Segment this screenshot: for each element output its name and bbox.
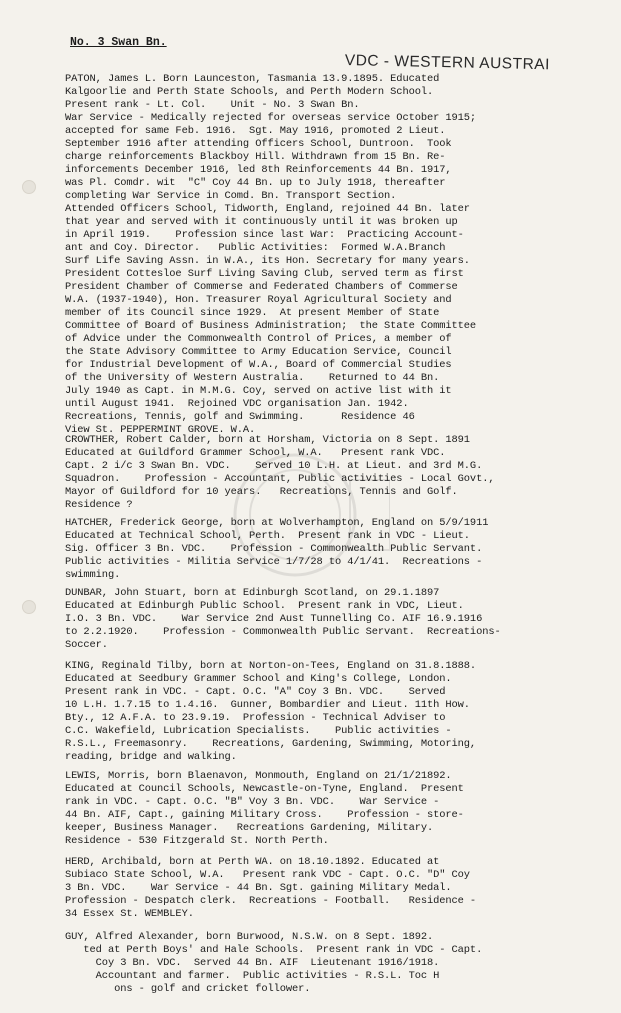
entry-line: member of its Council since 1929. At present Member of State [65, 307, 440, 319]
entry-line: swimming. [65, 569, 121, 581]
entry-line: 3 Bn. VDC. War Service - 44 Bn. Sgt. gaining Military Medal. [65, 882, 452, 894]
entry-line: ons - golf and cricket follower. [65, 983, 311, 995]
entry-line: HATCHER, Frederick George, born at Wolverhampton, England on 5/9/1911 [65, 517, 489, 529]
entry-line: was Pl. Comdr. wit "C" Coy 44 Bn. up to July 1918, thereafter [65, 177, 446, 189]
page-heading: No. 3 Swan Bn. [70, 36, 167, 49]
entry-line: Recreations, Tennis, golf and Swimming. Residence 46 [65, 411, 415, 423]
entry-line: Committee of Board of Business Administration; the State Committee [65, 320, 477, 332]
entry-line: Attended Officers School, Tidworth, England, rejoined 44 Bn. later [65, 203, 470, 215]
entry-line: I.O. 3 Bn. VDC. War Service 2nd Aust Tunnelling Co. AIF 16.9.1916 [65, 613, 483, 625]
entry-line: 44 Bn. AIF, Capt., gaining Military Cross. Profession - store- [65, 809, 464, 821]
entry-line: Bty., 12 A.F.A. to 23.9.19. Profession - Technical Adviser to [65, 712, 446, 724]
entry-line: of the University of Western Australia. Returned to 44 Bn. [65, 372, 440, 384]
entry-line: HERD, Archibald, born at Perth WA. on 18.10.1892. Educated at [65, 856, 440, 868]
entry-line: July 1940 as Capt. in M.M.G. Coy, served on active list with it [65, 385, 452, 397]
entry-line: in April 1919. Profession since last War: Practicing Account- [65, 229, 464, 241]
entry-line: GUY, Alfred Alexander, born Burwood, N.S.W. on 8 Sept. 1892. [65, 931, 434, 943]
entry-line: President Cottesloe Surf Living Saving Club, served term as first [65, 268, 464, 280]
entry-line: Educated at Council Schools, Newcastle-on-Tyne, England. Present [65, 783, 464, 795]
entry-line: Surf Life Saving Assn. in W.A., its Hon. Secretary for many years. [65, 255, 470, 267]
entry-line: until August 1941. Rejoined VDC organisation Jan. 1942. [65, 398, 409, 410]
entry-line: President Chamber of Commerse and Federated Chambers of Commerse [65, 281, 458, 293]
entry-line: Mayor of Guildford for 10 years. Recreations, Tennis and Golf. [65, 486, 458, 498]
entry-line: PATON, James L. Born Launceston, Tasmania 13.9.1895. Educated [65, 73, 440, 85]
entry-dunbar [65, 587, 613, 652]
entry-line: Subiaco State School, W.A. Present rank VDC - Capt. O.C. "D" Coy [65, 869, 470, 881]
entry-line: Residence ? [65, 499, 133, 511]
entry-line: Educated at Edinburgh Public School. Present rank in VDC, Lieut. [65, 600, 464, 612]
entry-line: for Industrial Development of W.A., Board of Commercial Studies [65, 359, 452, 371]
entry-line: R.S.L., Freemasonry. Recreations, Gardening, Swimming, Motoring, [65, 738, 477, 750]
entry-line: Present rank in VDC. - Capt. O.C. "A" Coy 3 Bn. VDC. Served [65, 686, 446, 698]
punch-hole [22, 180, 36, 194]
entry-line: Educated at Technical School, Perth. Present rank in VDC - Lieut. [65, 530, 470, 542]
entry-line: ant and Coy. Director. Public Activities: Formed W.A.Branch [65, 242, 446, 254]
entry-line: accepted for same Feb. 1916. Sgt. May 1916, promoted 2 Lieut. [65, 125, 446, 137]
entry-line: Educated at Guildford Grammer School, W.A. Present rank VDC. [65, 447, 446, 459]
archive-stamp: VDC - WESTERN AUSTRAI [344, 52, 551, 74]
entry-guy [65, 931, 613, 996]
entry-line: Soccer. [65, 639, 108, 651]
entry-paton [65, 73, 613, 437]
entry-line: completing War Service in Comd. Bn. Transport Section. [65, 190, 397, 202]
entry-line: reading, bridge and walking. [65, 751, 237, 763]
entry-line: the State Advisory Committee to Army Education Service, Council [65, 346, 452, 358]
entry-line: 10 L.H. 1.7.15 to 1.4.16. Gunner, Bombardier and Lieut. 11th How. [65, 699, 470, 711]
entry-line: View St. PEPPERMINT GROVE. W.A. [65, 424, 256, 436]
entry-line: Capt. 2 i/c 3 Swan Bn. VDC. Served 10 L.H. at Lieut. and 3rd M.G. [65, 460, 483, 472]
entry-line: Public activities - Militia Service 1/7/28 to 4/1/41. Recreations - [65, 556, 483, 568]
entry-line: September 1916 after attending Officers School, Duntroon. Took [65, 138, 452, 150]
entry-line: C.C. Wakefield, Lubrication Specialists. Public activities - [65, 725, 452, 737]
entry-line: Accountant and farmer. Public activities - R.S.L. Toc H [65, 970, 440, 982]
entry-line: rank in VDC. - Capt. O.C. "B" Voy 3 Bn. VDC. War Service - [65, 796, 440, 808]
entry-line: KING, Reginald Tilby, born at Norton-on-Tees, England on 31.8.1888. [65, 660, 477, 672]
entry-line: Educated at Seedbury Grammer School and King's College, London. [65, 673, 452, 685]
entry-line: 34 Essex St. WEMBLEY. [65, 908, 194, 920]
entry-line: inforcements December 1916, led 8th Reinforcements 44 Bn. 1917, [65, 164, 452, 176]
entry-hatcher [65, 517, 613, 582]
entry-crowther [65, 434, 613, 512]
entry-line: keeper, Business Manager. Recreations Gardening, Military. [65, 822, 434, 834]
entry-line: to 2.2.1920. Profession - Commonwealth Public Servant. Recreations- [65, 626, 501, 638]
entry-line: Kalgoorlie and Perth State Schools, and Perth Modern School. [65, 86, 434, 98]
entry-line: Squadron. Profession - Accountant, Public activities - Local Govt., [65, 473, 495, 485]
entry-line: Present rank - Lt. Col. Unit - No. 3 Swan Bn. [65, 99, 360, 111]
entry-line: of Advice under the Commonwealth Control of Prices, a member of [65, 333, 452, 345]
entry-line: Residence - 530 Fitzgerald St. North Perth. [65, 835, 329, 847]
entry-line: DUNBAR, John Stuart, born at Edinburgh Scotland, on 29.1.1897 [65, 587, 440, 599]
entry-line: charge reinforcements Blackboy Hill. Withdrawn from 15 Bn. Re- [65, 151, 446, 163]
entry-line: that year and served with it continuously until it was broken up [65, 216, 458, 228]
entry-line: W.A. (1937-1940), Hon. Treasurer Royal Agricultural Society and [65, 294, 452, 306]
entry-line: Sig. Officer 3 Bn. VDC. Profession - Commonwealth Public Servant. [65, 543, 483, 555]
entry-herd [65, 856, 613, 921]
entry-line: Coy 3 Bn. VDC. Served 44 Bn. AIF Lieutenant 1916/1918. [65, 957, 440, 969]
entry-line: Profession - Despatch clerk. Recreations - Football. Residence - [65, 895, 477, 907]
entry-lewis [65, 770, 613, 848]
entry-line: LEWIS, Morris, born Blaenavon, Monmouth, England on 21/1/21892. [65, 770, 452, 782]
entry-line: ted at Perth Boys' and Hale Schools. Present rank in VDC - Capt. [65, 944, 483, 956]
entry-line: CROWTHER, Robert Calder, born at Horsham, Victoria on 8 Sept. 1891 [65, 434, 470, 446]
punch-hole [22, 600, 36, 614]
entry-king [65, 660, 613, 764]
entry-line: War Service - Medically rejected for overseas service October 1915; [65, 112, 477, 124]
